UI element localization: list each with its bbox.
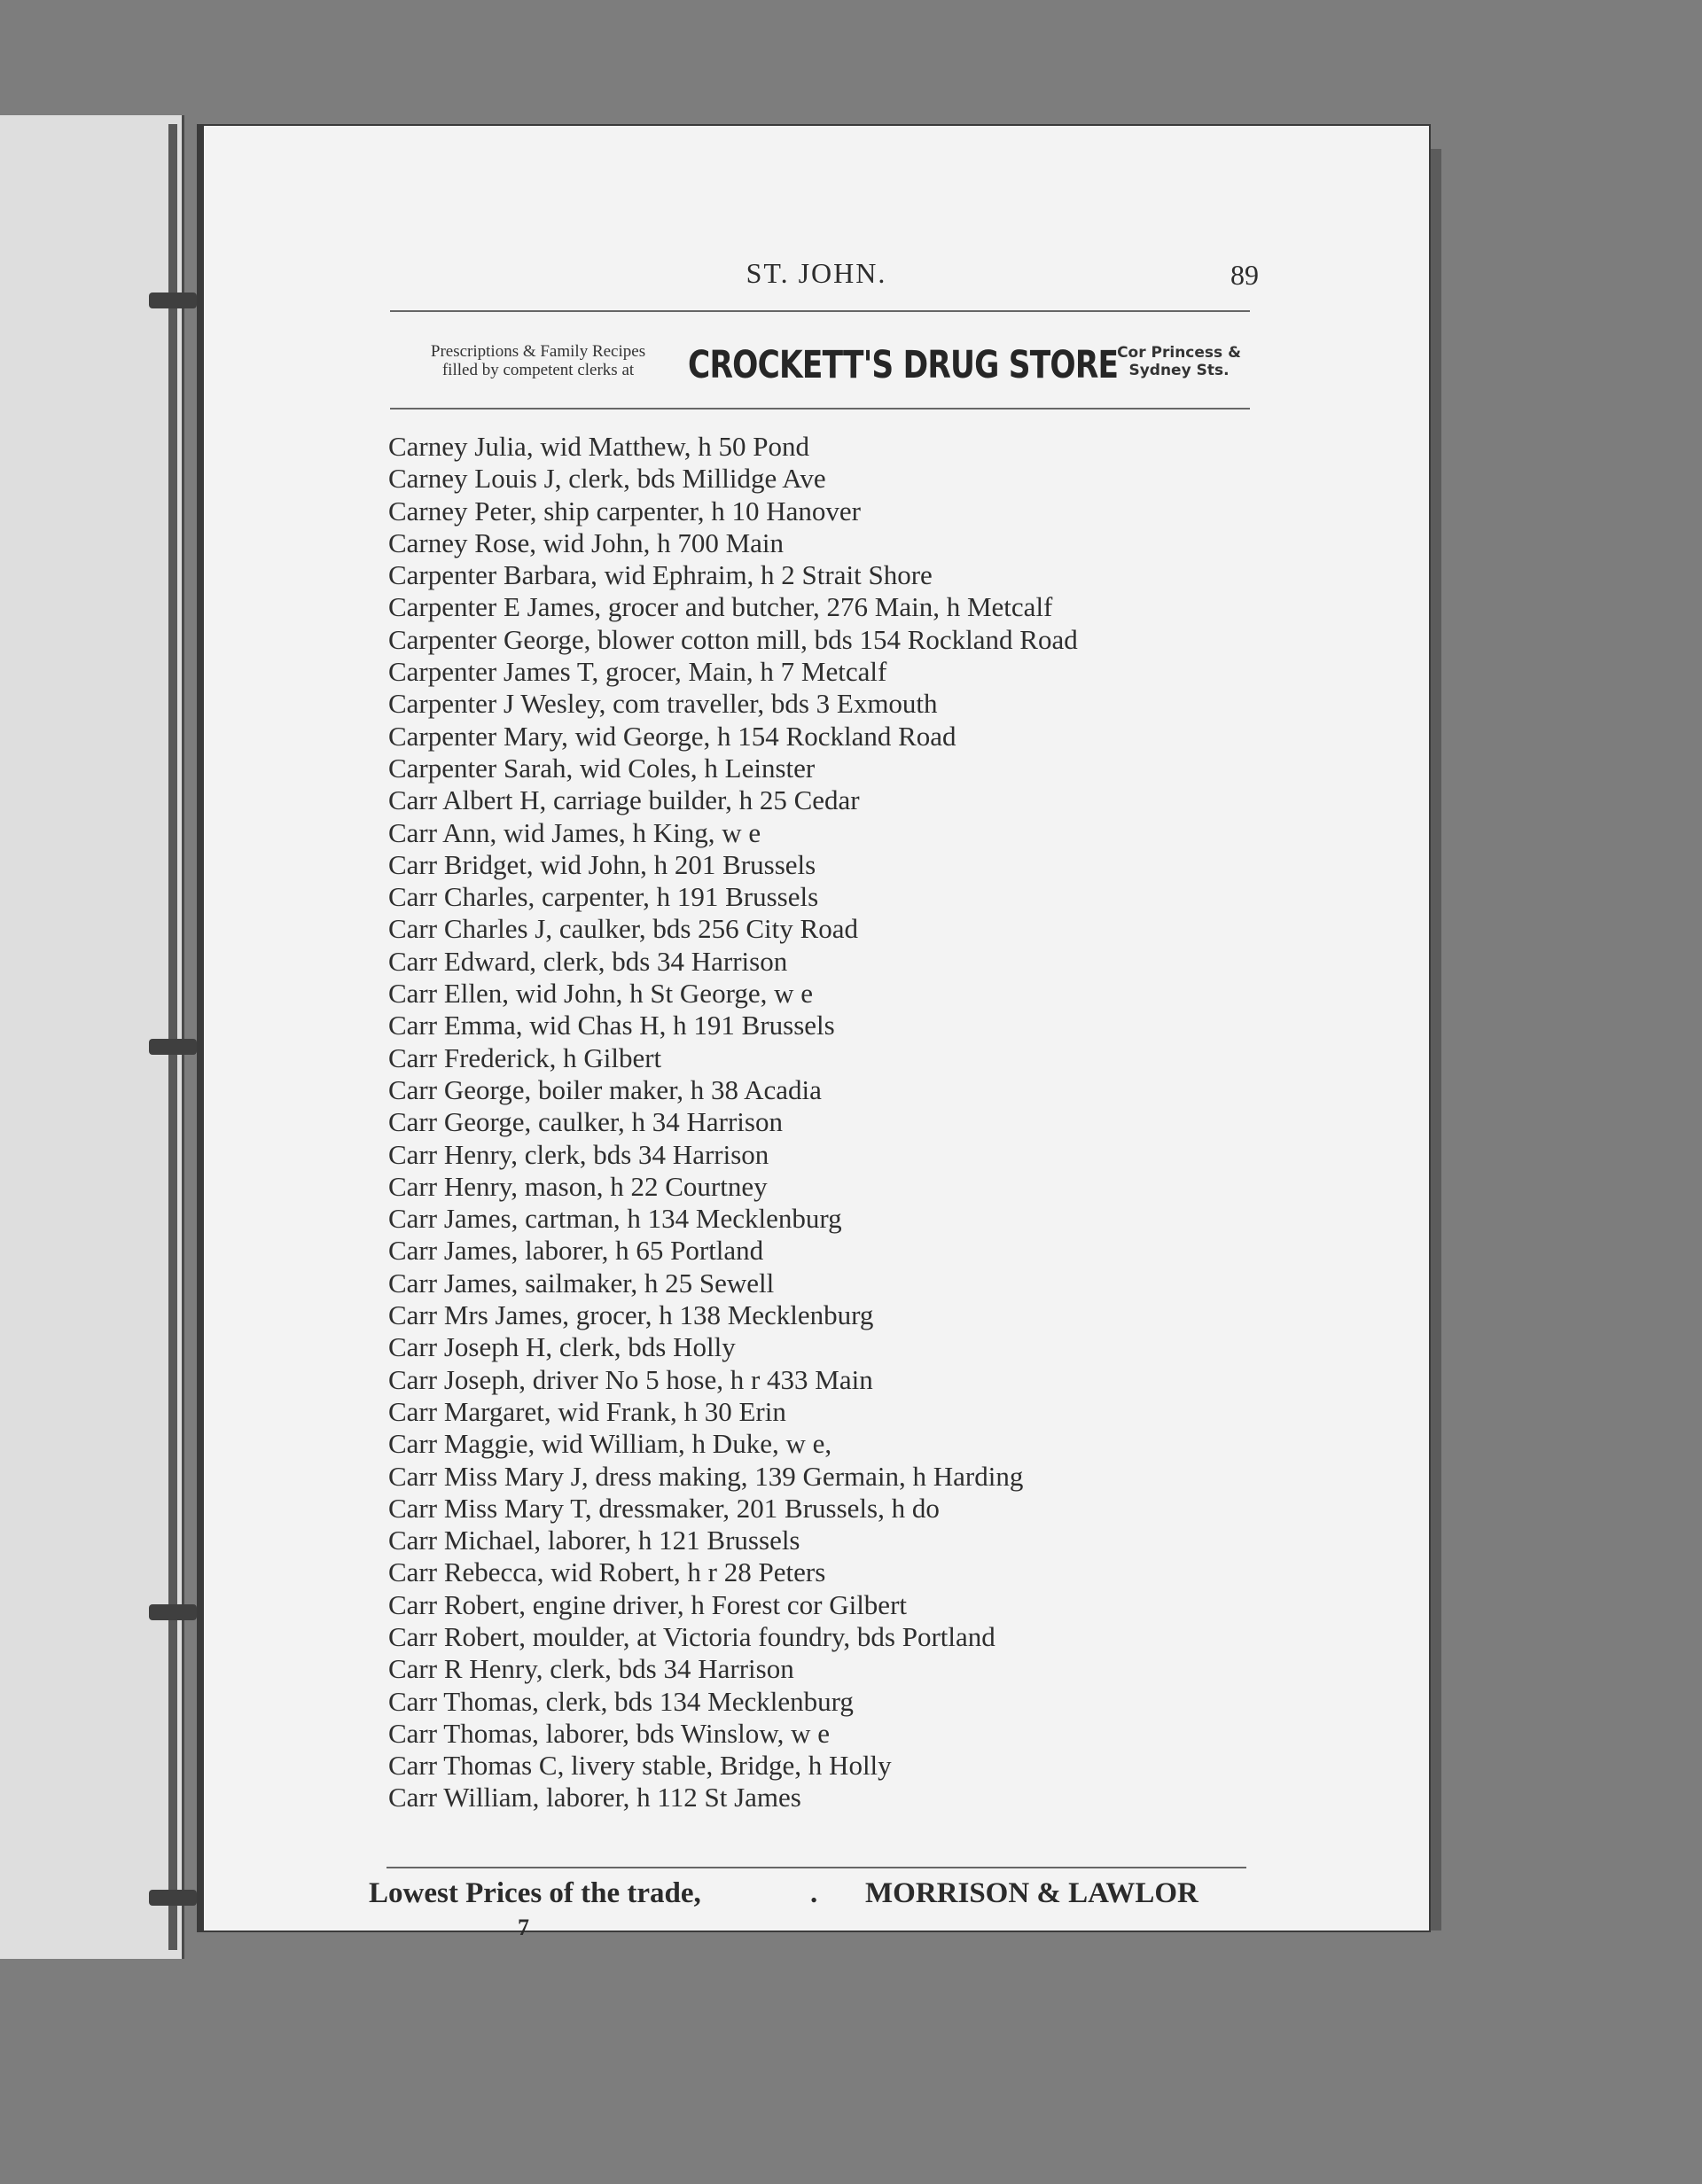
directory-entry: Carr Thomas, laborer, bds Winslow, w e (388, 1717, 831, 1749)
page-edge (1429, 149, 1441, 1930)
ad-separator: . (810, 1877, 818, 1909)
directory-entry: Carr Joseph, driver No 5 hose, h r 433 Main (388, 1363, 873, 1395)
directory-entry: Carr Edward, clerk, bds 34 Harrison (388, 945, 788, 977)
directory-entries (388, 431, 1275, 1814)
directory-entry: Carr Thomas C, livery stable, Bridge, h Holly (388, 1750, 892, 1782)
left-page-edge (168, 124, 177, 1950)
directory-entry: Carr Thomas, clerk, bds 134 Mecklenburg (388, 1685, 854, 1717)
directory-entry: Carr Henry, clerk, bds 34 Harrison (388, 1138, 769, 1170)
running-head: ST. JOHN. (746, 257, 887, 289)
directory-entry: Carney Julia, wid Matthew, h 50 Pond (388, 431, 809, 462)
binding-stitch (149, 292, 197, 308)
directory-entry: Carr Robert, engine driver, h Forest cor Gilbert (388, 1588, 908, 1620)
directory-entry: Carr Mrs James, grocer, h 138 Mecklenburg (388, 1299, 874, 1331)
directory-entry: Carr Robert, moulder, at Victoria foundry, bds Portland (388, 1620, 995, 1652)
crocketts-drug-store-ad (392, 339, 1252, 392)
ad-tagline-line1: Prescriptions & Family Recipes (430, 342, 646, 361)
directory-entry: Carr Albert H, carriage builder, h 25 Cedar (388, 784, 860, 816)
directory-entry: Carpenter Barbara, wid Ephraim, h 2 Strait Shore (388, 559, 933, 591)
directory-entry: Carpenter Mary, wid George, h 154 Rockland Road (388, 720, 956, 752)
left-page (0, 115, 184, 1959)
directory-entry: Carr James, laborer, h 65 Portland (388, 1235, 764, 1267)
directory-page (197, 124, 1431, 1932)
directory-entry: Carr Margaret, wid Frank, h 30 Erin (388, 1395, 786, 1427)
directory-entry: Carr Bridget, wid John, h 201 Brussels (388, 848, 816, 880)
binding-stitch (149, 1604, 197, 1620)
directory-entry: Carpenter George, blower cotton mill, bds 154 Rockland Road (388, 623, 1078, 655)
directory-entry: Carr Emma, wid Chas H, h 191 Brussels (388, 1010, 835, 1041)
binding-stitch (149, 1890, 197, 1906)
directory-entry: Carr Joseph H, clerk, bds Holly (388, 1331, 736, 1363)
page-number: 89 (1230, 259, 1259, 291)
directory-entry: Carr Charles J, caulker, bds 256 City Road (388, 913, 858, 945)
directory-entry: Carr Miss Mary T, dressmaker, 201 Brussels, h do (388, 1492, 940, 1524)
ad-tagline-line2: filled by competent clerks at (441, 361, 635, 379)
signature-mark: 7 (518, 1915, 529, 1940)
directory-entry: Carr George, boiler maker, h 38 Acadia (388, 1073, 822, 1105)
directory-entry: Carpenter Sarah, wid Coles, h Leinster (388, 752, 816, 784)
ad-bottom-rule (390, 408, 1250, 410)
ad-company-name: MORRISON & LAWLOR (865, 1877, 1198, 1909)
binding-stitch (149, 1039, 197, 1055)
directory-entry: Carr Ann, wid James, h King, w e (388, 816, 761, 848)
directory-entry: Carr Michael, laborer, h 121 Brussels (388, 1525, 800, 1556)
top-rule (390, 310, 1250, 312)
directory-entry: Carr Rebecca, wid Robert, h r 28 Peters (388, 1556, 826, 1588)
ad-address (1099, 344, 1259, 379)
ad-address-line1: Cor Princess & (1117, 344, 1241, 362)
directory-entry: Carr James, cartman, h 134 Mecklenburg (388, 1203, 842, 1235)
directory-entry: Carr James, sailmaker, h 25 Sewell (388, 1267, 775, 1299)
directory-entry: Carney Louis J, clerk, bds Millidge Ave (388, 463, 826, 495)
directory-entry: Carr Miss Mary J, dress making, 139 Germain, h Harding (388, 1460, 1024, 1492)
ad-slogan: Lowest Prices of the trade, (369, 1877, 701, 1909)
directory-entry: Carr George, caulker, h 34 Harrison (388, 1106, 783, 1138)
directory-entry: Carr Henry, mason, h 22 Courtney (388, 1170, 768, 1202)
directory-entry: Carr Ellen, wid John, h St George, w e (388, 978, 813, 1010)
bottom-rule (386, 1867, 1246, 1868)
ad-address-line2: Sydney Sts. (1128, 362, 1230, 379)
directory-entry: Carney Peter, ship carpenter, h 10 Hanover (388, 495, 861, 526)
ad-tagline (392, 342, 684, 379)
directory-entry: Carr R Henry, clerk, bds 34 Harrison (388, 1653, 794, 1685)
directory-entry: Carr Maggie, wid William, h Duke, w e, (388, 1428, 832, 1460)
directory-entry: Carr Frederick, h Gilbert (388, 1041, 662, 1073)
directory-entry: Carney Rose, wid John, h 700 Main (388, 526, 785, 558)
directory-entry: Carpenter James T, grocer, Main, h 7 Metcalf (388, 656, 887, 688)
directory-entry: Carr William, laborer, h 112 St James (388, 1782, 801, 1814)
directory-entry: Carpenter E James, grocer and butcher, 276 Main, h Metcalf (388, 591, 1053, 623)
directory-entry: Carpenter J Wesley, com traveller, bds 3 Exmouth (388, 688, 938, 720)
ad-store-name: CROCKETT'S DRUG STORE (688, 343, 1119, 387)
directory-entry: Carr Charles, carpenter, h 191 Brussels (388, 881, 819, 913)
